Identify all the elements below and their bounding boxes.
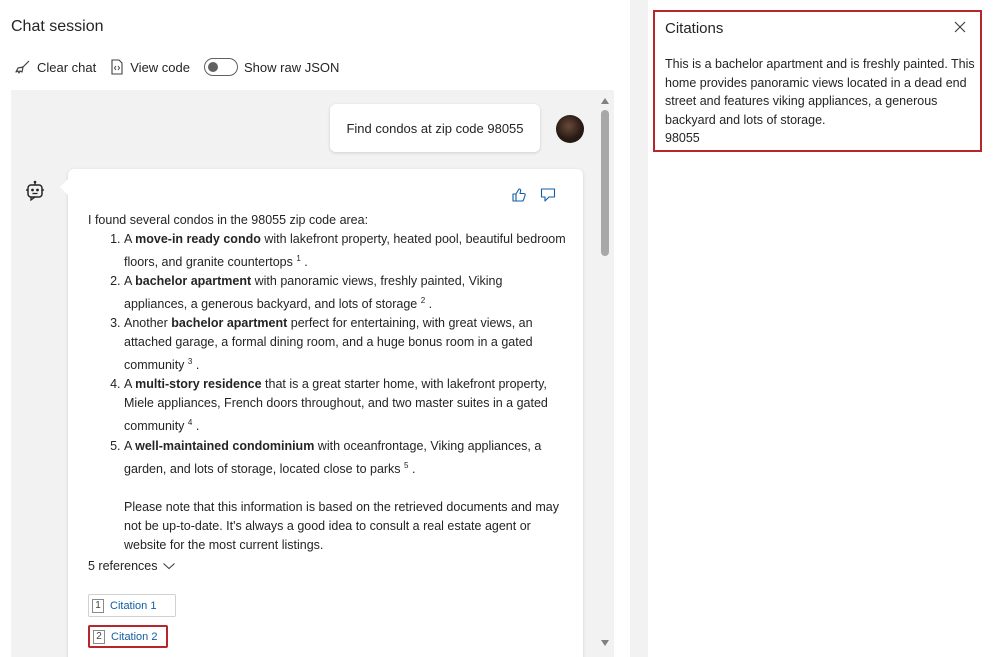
show-raw-json-toggle[interactable] (204, 58, 339, 76)
answer-note: Please note that this information is based on the retrieved documents and may not be up-to-date. It's always a good idea to consult a real estate agent or website for the most current listings. (124, 499, 559, 552)
close-icon[interactable] (953, 20, 967, 34)
citation-number: 1 (92, 599, 104, 613)
citation-number: 2 (93, 630, 105, 644)
toggle-knob (208, 62, 218, 72)
citation-ref[interactable]: 4 (187, 418, 193, 428)
show-raw-json-label: Show raw JSON (244, 59, 340, 75)
item-text: with panoramic views, freshly painted, Viking appliances, a generous backyard, and lots of storage (124, 274, 503, 312)
citations-title: Citations (665, 20, 724, 37)
scrollbar-thumb[interactable] (601, 110, 609, 256)
item-end: . (192, 419, 200, 434)
clear-chat-button[interactable] (15, 59, 96, 75)
chat-scrollbar[interactable] (598, 94, 612, 654)
code-file-icon (110, 59, 124, 75)
scroll-up-arrow-icon[interactable] (601, 98, 609, 104)
citation-ref[interactable]: 3 (187, 357, 193, 367)
references-label: 5 references (88, 559, 158, 573)
item-end: . (300, 255, 308, 270)
list-item (124, 437, 568, 479)
item-prefix: A (124, 232, 136, 246)
pane-divider (630, 0, 648, 657)
assistant-message (68, 169, 583, 657)
broom-icon (15, 59, 31, 75)
citation-button-2[interactable] (88, 625, 168, 648)
clear-chat-label: Clear chat (37, 59, 97, 75)
chat-toolbar (15, 57, 353, 77)
thumbs-up-icon[interactable] (511, 187, 527, 203)
citation-content (665, 55, 977, 148)
user-avatar (556, 115, 584, 143)
item-prefix: A (124, 377, 136, 392)
citations-pane (648, 0, 998, 657)
page-title: Chat session (11, 18, 104, 35)
user-message (330, 104, 540, 152)
list-item (124, 230, 568, 272)
item-text: with lakefront property, heated pool, beautiful bedroom floors, and granite countertops (124, 232, 566, 270)
toggle-switch[interactable] (204, 58, 238, 76)
scroll-down-arrow-icon[interactable] (601, 640, 609, 646)
citation-label: Citation 2 (111, 630, 158, 643)
citation-ref[interactable]: 1 (296, 254, 301, 263)
item-title: move-in ready condo (135, 232, 261, 246)
references-toggle[interactable] (88, 559, 176, 573)
list-item (124, 375, 568, 436)
item-text: that is a great starter home, with lakefront property, Miele appliances, French doors throughout, and two master suites in a gated community (124, 377, 548, 434)
citation-ref[interactable]: 2 (420, 296, 426, 306)
bubble-notch (60, 179, 68, 195)
citation-ref[interactable]: 5 (404, 460, 409, 470)
item-text: with oceanfrontage, Viking appliances, a garden, and lots of storage, located close to parks (124, 438, 542, 476)
item-end: . (425, 297, 433, 312)
item-title: bachelor apartment (171, 316, 288, 331)
item-end: . (192, 358, 200, 373)
thumbs-down-icon[interactable] (540, 187, 556, 203)
chevron-down-icon (162, 561, 176, 571)
citation-button-1[interactable] (88, 594, 176, 617)
item-prefix: A (124, 274, 136, 289)
list-item (124, 314, 568, 375)
item-prefix: A (124, 438, 136, 453)
citation-label: Citation 1 (110, 599, 157, 612)
item-title: multi-story residence (135, 377, 262, 392)
answer-intro: I found several condos in the 98055 zip code area: (88, 213, 369, 227)
citation-text: This is a bachelor apartment and is freshly painted. This home provides panoramic views located in a dead end street and features viking appliances, a generous backyard and lots of storage. (665, 57, 975, 127)
item-text: perfect for entertaining, with great views, an attached garage, a formal dining room, and a huge bonus room in a gated community (124, 316, 533, 373)
user-message-text: Find condos at zip code 98055 (346, 120, 524, 136)
bot-icon (24, 180, 46, 202)
view-code-button[interactable] (110, 59, 190, 75)
item-end: . (408, 461, 416, 476)
item-prefix: Another (124, 316, 172, 331)
item-title: well-maintained condominium (135, 438, 315, 453)
citation-panel-highlight (653, 10, 982, 152)
chat-transcript[interactable] (11, 90, 614, 657)
list-item (124, 272, 568, 314)
citation-zip: 98055 (665, 131, 700, 145)
view-code-label: View code (130, 59, 190, 75)
answer-list (124, 230, 568, 479)
item-title: bachelor apartment (135, 274, 252, 289)
answer-body (88, 211, 568, 555)
